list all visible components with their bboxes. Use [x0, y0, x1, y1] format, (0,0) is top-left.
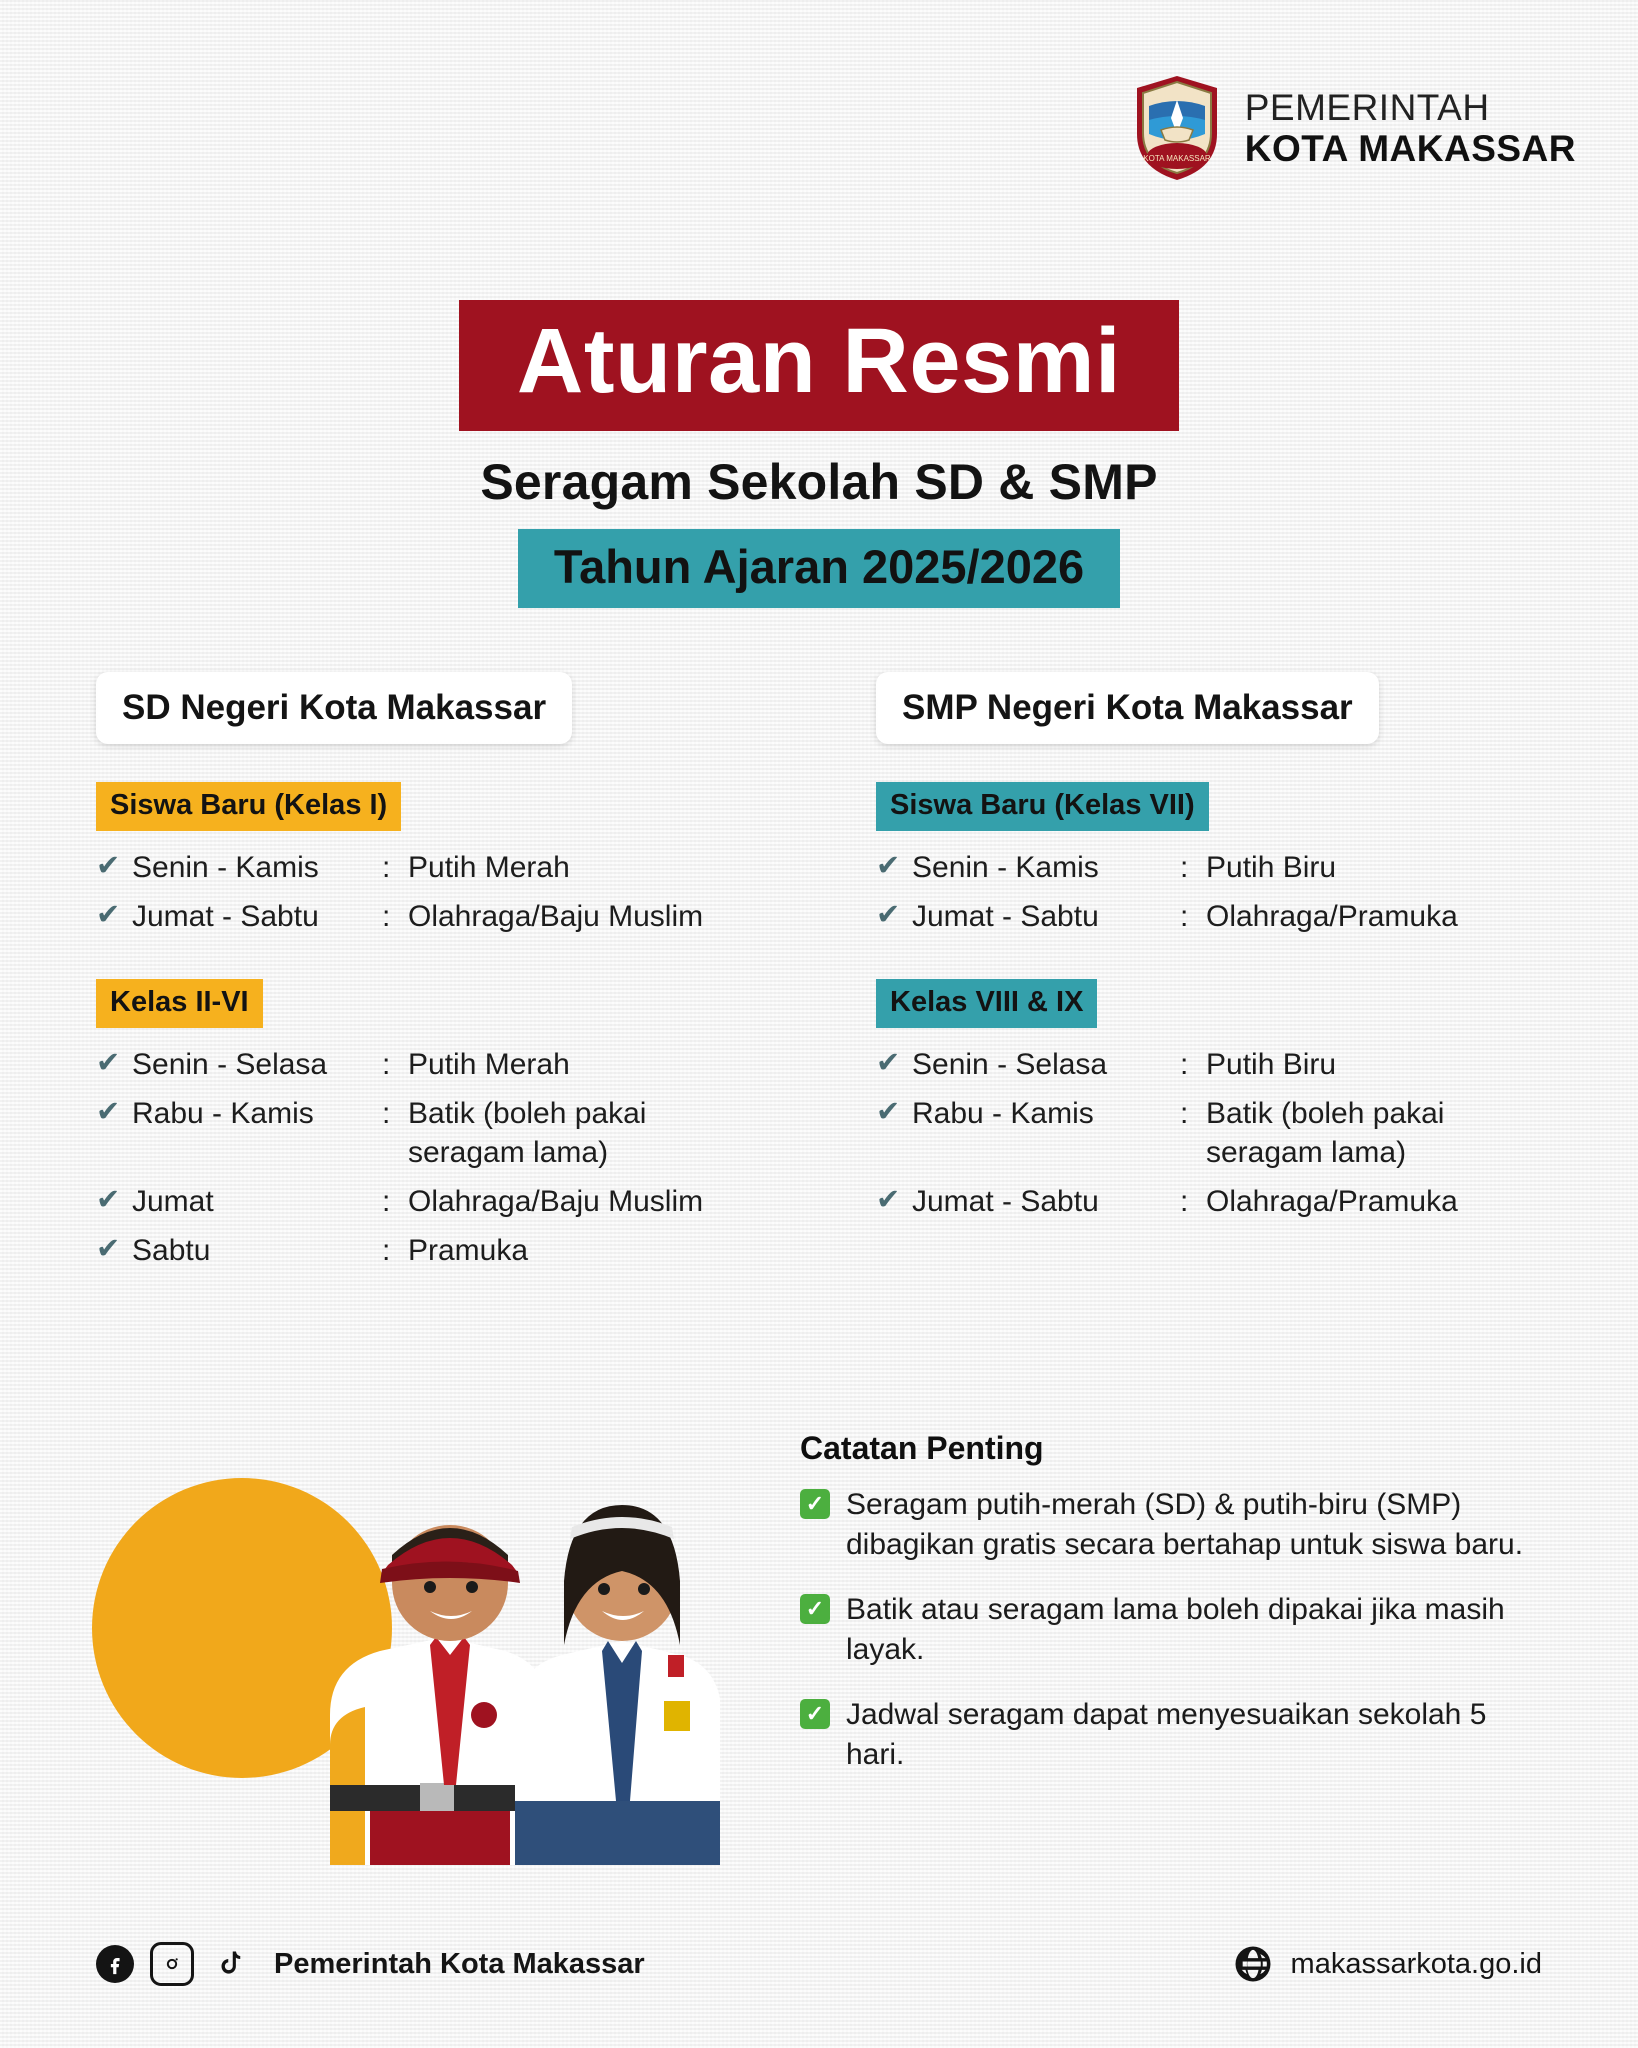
- row-day: Jumat: [132, 1185, 214, 1218]
- globe-icon: [1233, 1944, 1273, 1984]
- schedule-row: [96, 1089, 762, 1177]
- check-icon: ✔: [96, 850, 121, 882]
- schedule-row: [96, 1177, 762, 1226]
- row-value: Putih Merah: [408, 1048, 570, 1081]
- footer: [96, 1942, 1542, 1986]
- footer-website-group[interactable]: [1233, 1944, 1542, 1984]
- row-separator: :: [382, 1234, 391, 1267]
- row-value: Putih Biru: [1206, 1048, 1337, 1081]
- two-students-in-uniform-photo: [270, 1315, 720, 1865]
- group-rows: [876, 1040, 1542, 1226]
- note-text: Batik atau seragam lama boleh dipakai jika masih layak.: [846, 1593, 1505, 1666]
- schedule-columns: [96, 672, 1542, 1275]
- page-title: Aturan Resmi: [459, 300, 1179, 431]
- schedule-row: [876, 1177, 1542, 1226]
- row-separator: :: [1180, 1185, 1189, 1218]
- facebook-icon[interactable]: [96, 1945, 134, 1983]
- check-icon: ✔: [876, 1047, 901, 1079]
- row-day: Rabu - Kamis: [912, 1097, 1094, 1130]
- row-day: Rabu - Kamis: [132, 1097, 314, 1130]
- group-tag: Kelas II-VI: [96, 979, 263, 1028]
- website-url[interactable]: makassarkota.go.id: [1290, 1947, 1542, 1980]
- group-rows: [96, 843, 762, 941]
- row-separator: :: [382, 900, 391, 933]
- row-day: Senin - Selasa: [132, 1048, 328, 1081]
- svg-text:KOTA MAKASSAR: KOTA MAKASSAR: [1143, 154, 1211, 163]
- row-separator: :: [382, 1185, 391, 1218]
- group-tag: Siswa Baru (Kelas I): [96, 782, 401, 831]
- row-value: Olahraga/Pramuka: [1206, 1185, 1458, 1218]
- row-separator: :: [382, 851, 391, 884]
- page-subtitle: Seragam Sekolah SD & SMP: [480, 454, 1158, 511]
- group-rows: [876, 843, 1542, 941]
- note-text: Seragam putih-merah (SD) & putih-biru (SMP) dibagikan gratis secara bertahap untuk siswa baru.: [846, 1488, 1524, 1561]
- row-separator: :: [382, 1097, 391, 1130]
- check-icon: ✔: [96, 1233, 121, 1265]
- column-sd: [96, 672, 762, 1275]
- check-icon: ✔: [96, 899, 121, 931]
- row-day: Jumat - Sabtu: [132, 900, 319, 933]
- row-separator: :: [1180, 851, 1189, 884]
- row-day: Senin - Kamis: [912, 851, 1099, 884]
- row-value: Olahraga/Baju Muslim: [408, 900, 704, 933]
- row-value: Olahraga/Pramuka: [1206, 900, 1458, 933]
- important-notes: [800, 1430, 1540, 1801]
- group-tag: Kelas VIII & IX: [876, 979, 1097, 1028]
- check-icon: ✔: [876, 899, 901, 931]
- row-separator: :: [382, 1048, 391, 1081]
- row-value: Putih Merah: [408, 851, 570, 884]
- row-value: Putih Biru: [1206, 851, 1337, 884]
- header: [1131, 72, 1576, 184]
- schedule-row: [876, 1040, 1542, 1089]
- schedule-row: [96, 1040, 762, 1089]
- schedule-row: [96, 843, 762, 892]
- check-icon: ✔: [876, 1096, 901, 1128]
- group-tag: Siswa Baru (Kelas VII): [876, 782, 1209, 831]
- check-box-icon: ✓: [800, 1489, 846, 1523]
- note-item: [800, 1590, 1540, 1669]
- row-day: Jumat - Sabtu: [912, 1185, 1099, 1218]
- row-separator: :: [1180, 1097, 1189, 1130]
- column-smp: [876, 672, 1542, 1275]
- note-text: Jadwal seragam dapat menyesuaikan sekolah 5 hari.: [846, 1698, 1487, 1771]
- group-smp-new-students: [876, 782, 1542, 941]
- schedule-row: [96, 1226, 762, 1275]
- gov-line-1: PEMERINTAH: [1244, 86, 1490, 128]
- gov-line-2: KOTA MAKASSAR: [1244, 128, 1576, 169]
- check-icon: ✔: [96, 1047, 121, 1079]
- gov-title: [1245, 87, 1576, 170]
- title-block: [0, 300, 1638, 608]
- footer-social-group: [96, 1942, 645, 1986]
- row-day: Jumat - Sabtu: [912, 900, 1099, 933]
- column-heading-sd: SD Negeri Kota Makassar: [96, 672, 572, 744]
- note-item: [800, 1485, 1540, 1564]
- row-day: Senin - Selasa: [912, 1048, 1108, 1081]
- tiktok-icon[interactable]: [210, 1945, 248, 1983]
- instagram-icon[interactable]: [150, 1942, 194, 1986]
- schedule-row: [876, 1089, 1542, 1177]
- row-day: Senin - Kamis: [132, 851, 319, 884]
- academic-year-badge: Tahun Ajaran 2025/2026: [518, 529, 1120, 608]
- row-value: Batik (boleh pakai seragam lama): [1206, 1097, 1445, 1169]
- note-item: [800, 1695, 1540, 1774]
- schedule-row: [96, 892, 762, 941]
- group-sd-new-students: [96, 782, 762, 941]
- schedule-row: [876, 843, 1542, 892]
- notes-title: Catatan Penting: [800, 1430, 1044, 1466]
- group-smp-classes-8-9: [876, 979, 1542, 1226]
- check-icon: ✔: [876, 1184, 901, 1216]
- check-icon: ✔: [876, 850, 901, 882]
- row-separator: :: [1180, 1048, 1189, 1081]
- check-box-icon: ✓: [800, 1594, 846, 1628]
- row-day: Sabtu: [132, 1234, 211, 1267]
- row-value: Pramuka: [408, 1234, 529, 1267]
- makassar-city-crest-icon: [1131, 72, 1223, 184]
- row-value: Olahraga/Baju Muslim: [408, 1185, 704, 1218]
- footer-account-name: Pemerintah Kota Makassar: [274, 1947, 645, 1980]
- column-heading-smp: SMP Negeri Kota Makassar: [876, 672, 1379, 744]
- row-value: Batik (boleh pakai seragam lama): [408, 1097, 647, 1169]
- schedule-row: [876, 892, 1542, 941]
- check-box-icon: ✓: [800, 1699, 846, 1733]
- check-icon: ✔: [96, 1184, 121, 1216]
- check-icon: ✔: [96, 1096, 121, 1128]
- group-sd-classes-2-6: [96, 979, 762, 1275]
- row-separator: :: [1180, 900, 1189, 933]
- group-rows: [96, 1040, 762, 1275]
